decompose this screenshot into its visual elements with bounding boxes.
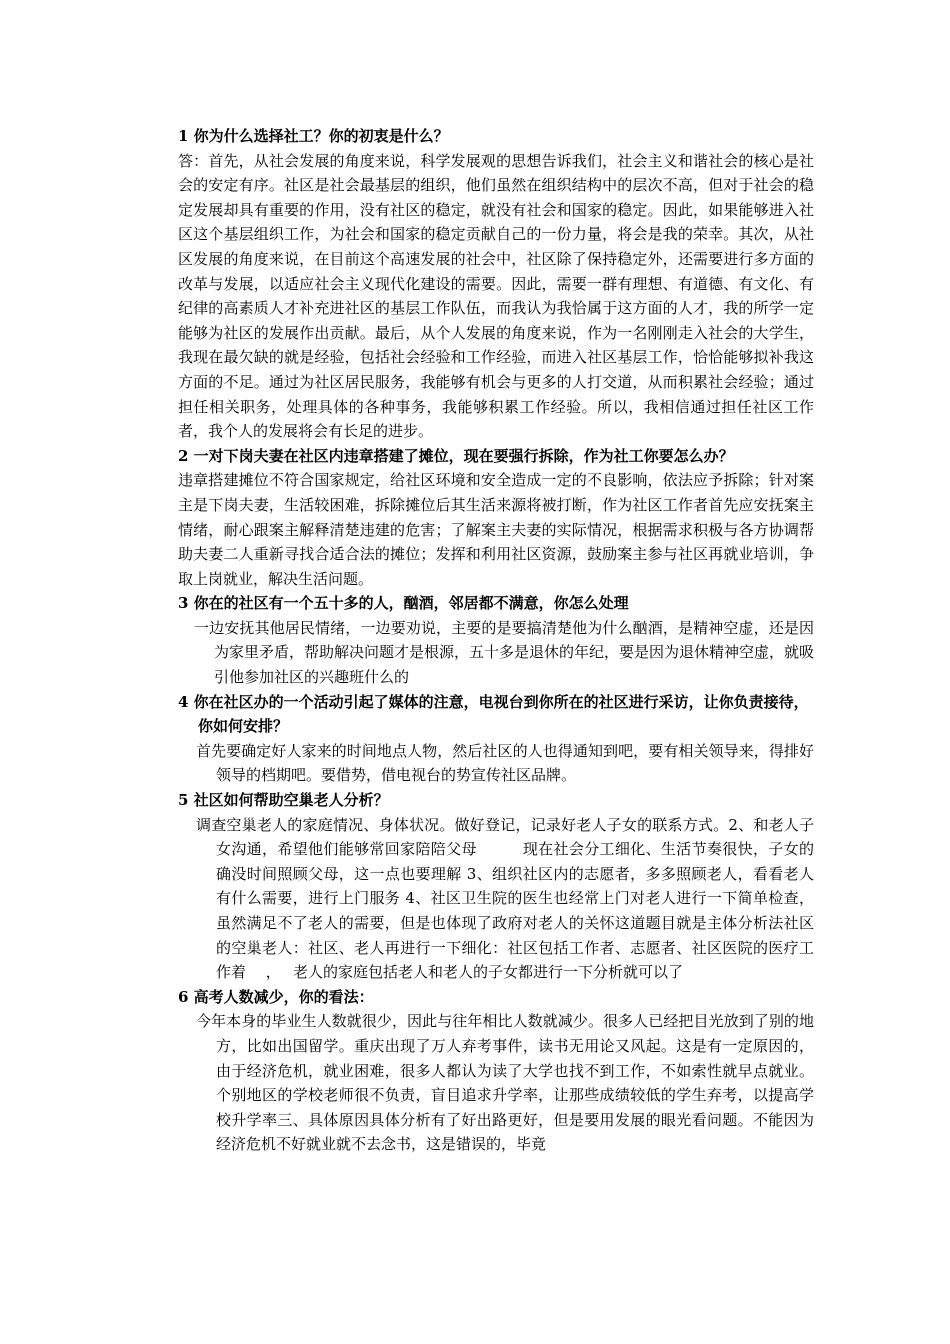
answer-3-paragraph: 一边安抚其他居民情绪，一边要劝说，主要的是要搞清楚他为什么酗酒，是精神空虚，还是因为家里矛盾，帮助解决问题才是根源，五十多是退休的年纪，要是因为退休精神空虚，就吸引他参加社区的兴趣班什么的 [194, 618, 815, 687]
answer-1-paragraph: 答：首先，从社会发展的角度来说，科学发展观的思想告诉我们，社会主义和谐社会的核心是社会的安定有序。社区是社会最基层的组织，他们虽然在组织结构中的层次不高，但对于社会的稳定发展却具有重要的作用，没有社区的稳定，就没有社会和国家的稳定。因此，如果能够进入社区这个基层组织工作，为社会和国家的稳定贡献自己的一份力量，将会是我的荣幸。其次，从社区发展的角度来说，在目前这个高速发展的社会中，社区除了保持稳定外，还需要进行多方面的改革与发展，以适应社会主义现代化建设的需要。因此，需要一群有理想、有道德、有文化、有纪律的高素质人才补充进社区的基层工作队伍，而我认为我恰属于这方面的人才，我的所学一定能够为社区的发展作出贡献。最后，从个人发展的角度来说，作为一名刚刚走入社会的大学生，我现在最欠缺的就是经验，包括社会经验和工作经验，而进入社区基层工作，恰恰能够拟补我这方面的不足。通过为社区居民服务，我能够有机会与更多的人打交道，从而积累社会经验；通过担任相关职务，处理具体的各种事务，我能够积累工作经验。所以，我相信通过担任社区工作者，我个人的发展将会有长足的进步。 [178, 151, 814, 441]
question-4-heading: 4 你在社区办的一个活动引起了媒体的注意，电视台到你所在的社区进行采访，让你负责接待，你如何安排？ [178, 692, 809, 736]
question-5-heading: 5 社区如何帮助空巢老人分析？ [178, 791, 389, 810]
question-6-heading: 6 高考人数减少，你的看法： [178, 987, 374, 1006]
question-1-heading: 1 你为什么选择社工？你的初衷是什么？ [178, 127, 449, 145]
question-3-heading: 3 你在的社区有一个五十多的人，酗酒，邻居都不满意，你怎么处理 [178, 594, 629, 613]
answer-2-paragraph: 违章搭建摊位不符合国家规定，给社区环境和安全造成一定的不良影响，依法应予拆除；针对案主是下岗夫妻，生活较困难，拆除摊位后其生活来源将被打断，作为社区工作者首先应安抚案主情绪，耐心跟案主解释清楚违建的危害；了解案主夫妻的实际情况，根据需求积极与各方协调帮助夫妻二人重新寻找合适合法的摊位；发挥和利用社区资源，鼓励案主参与社区再就业培训，争取上岗就业，解决生活问题。 [178, 471, 814, 588]
question-2-heading: 2 一对下岗夫妻在社区内违章搭建了摊位，现在要强行拆除，作为社工你要怎么办？ [178, 446, 734, 465]
answer-4-paragraph: 首先要确定好人家来的时间地点人物，然后社区的人也得通知到吧，要有相关领导来，得排好领导的档期吧。要借势，借电视台的势宣传社区品牌。 [196, 741, 814, 785]
document-body [178, 124, 814, 1157]
answer-5-paragraph: 调查空巢老人的家庭情况、身体状况。做好登记，记录好老人子女的联系方式。2、和老人子女沟通，希望他们能够常回家陪陪父母 现在社会分工细化、生活节奏很快，子女的确没时间照顾父母，这一点也要理解 3、组织社区内的志愿者，多多照顾老人，看看老人有什么需要，进行上门服务 4、社区卫生院的医生也经常上门对老人进行一下简单检查，虽然满足不了老人的需要，但是也体现了政府对老人的关怀这道题目就是主体分析法社区的空巢老人：社区、老人再进行一下细化：社区包括工作者、志愿者、社区医院的医疗工作着 ， 老人的家庭包括老人和老人的子女都进行一下分析就可以了 [196, 815, 814, 982]
answer-6-paragraph: 今年本身的毕业生人数就很少，因此与往年相比人数就减少。很多人已经把目光放到了别的地方，比如出国留学。重庆出现了万人弃考事件，读书无用论又风起。这是有一定原因的，由于经济危机，就业困难，很多人都认为读了大学也找不到工作，不如索性就早点就业。个别地区的学校老师很不负责，盲目追求升学率，让那些成绩较低的学生弃考，以提高学校升学率三、具体原因具体分析有了好出路更好，但是要用发展的眼光看问题。不能因为经济危机不好就业就不去念书，这是错误的，毕竟 [196, 1012, 814, 1154]
